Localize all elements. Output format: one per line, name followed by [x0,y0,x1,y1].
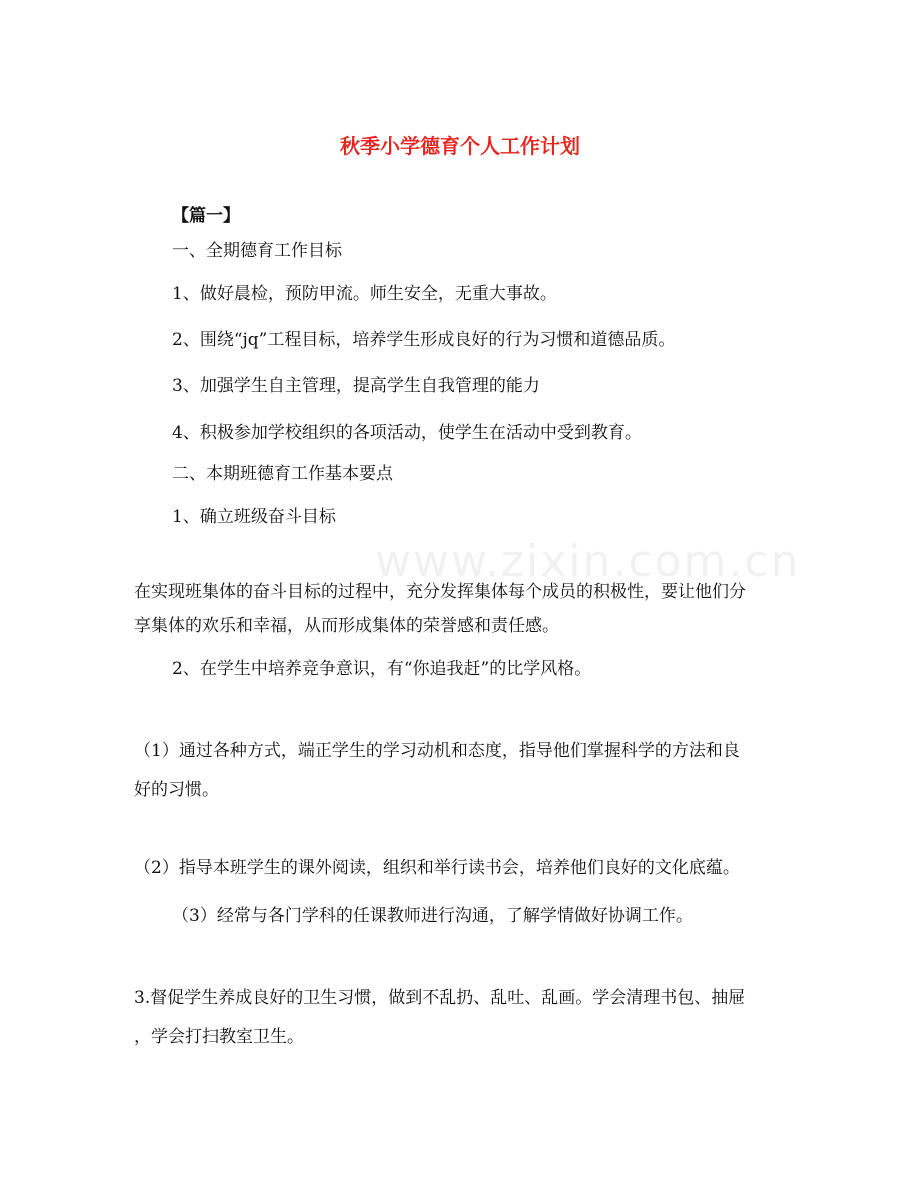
point-item-1: 1、确立班级奋斗目标 [172,507,336,527]
paragraph-line: 在实现班集体的奋斗目标的过程中，充分发挥集体每个成员的积极性，要让他们分 [134,582,746,602]
goal-item-3: 3、加强学生自主管理，提高学生自我管理的能力 [172,376,540,396]
paragraph-line: 享集体的欢乐和幸福，从而形成集体的荣誉感和责任感。 [134,616,559,636]
goal-item-4: 4、积极参加学校组织的各项活动，使学生在活动中受到教育。 [172,423,642,443]
sub-item-1: （1）通过各种方式，端正学生的学习动机和态度，指导他们掌握科学的方法和良 [134,741,740,761]
point-item-3-cont: ，学会打扫教室卫生。 [134,1027,304,1047]
point-item-2: 2、在学生中培养竞争意识，有“你追我赶”的比学风格。 [172,659,592,679]
document-title: 秋季小学德育个人工作计划 [340,134,580,158]
sub-item-3: （3）经常与各门学科的任课教师进行沟通，了解学情做好协调工作。 [172,906,693,926]
sub-item-1-cont: 好的习惯。 [134,780,219,800]
goal-item-2: 2、围绕“jq”工程目标，培养学生形成良好的行为习惯和道德品质。 [172,330,676,350]
goal-item-1: 1、做好晨检，预防甲流。师生安全，无重大事故。 [172,284,557,304]
sub-item-2: （2）指导本班学生的课外阅读，组织和举行读书会，培养他们良好的文化底蕴。 [134,858,740,878]
section-heading-points: 二、本期班德育工作基本要点 [172,464,393,484]
watermark: www.zixin.com.cn [375,536,801,587]
section-label: 【篇一】 [172,206,240,226]
section-heading-goals: 一、全期德育工作目标 [172,241,342,261]
point-item-3: 3.督促学生养成良好的卫生习惯，做到不乱扔、乱吐、乱画。学会清理书包、抽屉 [134,988,746,1008]
